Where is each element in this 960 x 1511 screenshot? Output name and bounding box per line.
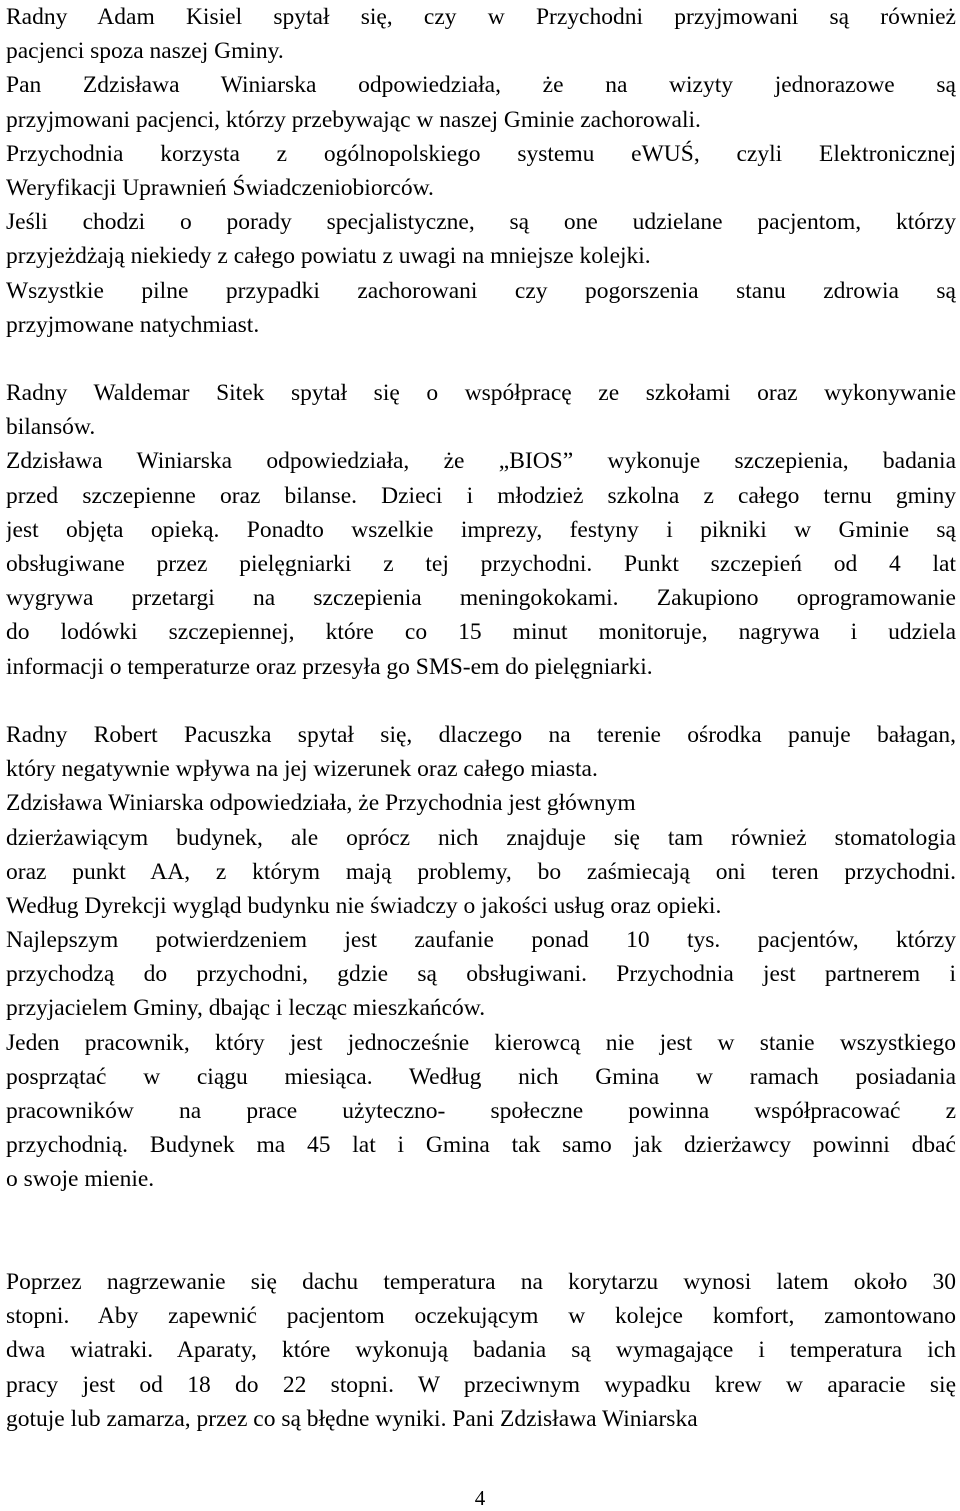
text-line: obsługiwane przez pielęgniarki z tej przychodni. Punkt szczepień od 4 lat <box>6 551 956 577</box>
text-line: Najlepszym potwierdzeniem jest zaufanie ponad 10 tys. pacjentów, którzy <box>6 927 956 954</box>
text-line: pracowników na prace użyteczno- społeczne powinna współpracować z <box>6 1098 956 1124</box>
text-line: Radny Waldemar Sitek spytał się o współpracę ze szkołami oraz wykonywanie <box>6 380 956 407</box>
text-line: pracy jest od 18 do 22 stopni. W przeciwnym wypadku krew w aparacie się <box>6 1371 956 1398</box>
text-line: Zdzisława Winiarska odpowiedziała, że Przychodnia jest głównym <box>6 790 636 817</box>
text-line: przyjeżdżają niekiedy z całego powiatu z uwagi na mniejsze kolejki. <box>6 243 651 270</box>
text-line: Radny Robert Pacuszka spytał się, dlaczego na terenie ośrodka panuje bałagan, <box>6 721 956 748</box>
page-number: 4 <box>474 1486 486 1510</box>
text-line: Przychodnia korzysta z ogólnopolskiego systemu eWUŚ, czyli Elektronicznej <box>6 140 956 167</box>
text-line: wygrywa przetargi na szczepienia meningokokami. Zakupiono oprogramowanie <box>6 585 956 612</box>
text-line: Jeśli chodzi o porady specjalistyczne, są one udzielane pacjentom, którzy <box>6 209 956 236</box>
text-line: Radny Adam Kisiel spytał się, czy w Przychodni przyjmowani są również <box>6 4 956 30</box>
text-line: przed szczepienne oraz bilanse. Dzieci i młodzież szkolna z całego ternu gminy <box>6 482 956 509</box>
document-page <box>6 0 956 1436</box>
paragraph-temperature <box>6 1265 956 1436</box>
paragraph-sitek-question <box>6 376 956 684</box>
text-line: Wszystkie pilne przypadki zachorowani czy pogorszenia stanu zdrowia są <box>6 277 956 304</box>
text-line: przychodnią. Budynek ma 45 lat i Gmina tak samo jak dzierżawcy powinni dbać <box>6 1132 956 1159</box>
text-line: oraz punkt AA, z którym mają problemy, bo zaśmiecają oni teren przychodni. <box>6 858 956 885</box>
text-line: jest objęta opieką. Ponadto wszelkie imprezy, festyny i pikniki w Gminie są <box>6 516 956 543</box>
paragraph-spacer <box>6 1197 956 1265</box>
text-line: Weryfikacji Uprawnień Świadczeniobiorców. <box>6 174 434 201</box>
text-line: dwa wiatraki. Aparaty, które wykonują badania są wymagające i temperatura ich <box>6 1337 956 1364</box>
text-line: stopni. Aby zapewnić pacjentom oczekującym w kolejce komfort, zamontowano <box>6 1303 956 1330</box>
text-line: o swoje mienie. <box>6 1166 155 1193</box>
text-line: posprzątać w ciągu miesiąca. Według nich Gmina w ramach posiadania <box>6 1063 956 1090</box>
text-line: który negatywnie wpływa na jej wizerunek oraz całego miasta. <box>6 756 598 783</box>
paragraph-spacer <box>6 684 956 718</box>
text-line: przyjmowane natychmiast. <box>6 311 260 338</box>
text-line: przyjacielem Gminy, dbając i lecząc mieszkańców. <box>6 995 486 1022</box>
text-line: do lodówki szczepiennej, które co 15 minut monitoruje, nagrywa i udziela <box>6 619 956 646</box>
text-line: przyjmowani pacjenci, którzy przebywając w naszej Gminie zachorowali. <box>6 106 701 133</box>
paragraph-pacuszka-question <box>6 718 956 1197</box>
text-line: Według Dyrekcji wygląd budynku nie świadczy o jakości usług oraz opieki. <box>6 892 722 919</box>
paragraph-kisiel-question <box>6 0 956 342</box>
text-line: przychodzą do przychodni, gdzie są obsługiwani. Przychodnia jest partnerem i <box>6 961 956 988</box>
text-line: Poprzez nagrzewanie się dachu temperatura na korytarzu wynosi latem około 30 <box>6 1268 956 1295</box>
text-line: Pan Zdzisława Winiarska odpowiedziała, że na wizyty jednorazowe są <box>6 72 956 99</box>
text-line: Jeden pracownik, który jest jednocześnie kierowcą nie jest w stanie wszystkiego <box>6 1029 956 1056</box>
text-line: pacjenci spoza naszej Gminy. <box>6 38 284 65</box>
text-line: dzierżawiącym budynek, ale oprócz nich znajduje się tam również stomatologia <box>6 824 956 851</box>
paragraph-spacer <box>6 342 956 376</box>
text-line: gotuje lub zamarza, przez co są błędne wyniki. Pani Zdzisława Winiarska <box>6 1405 698 1432</box>
text-line: informacji o temperaturze oraz przesyła go SMS-em do pielęgniarki. <box>6 653 653 680</box>
text-line: bilansów. <box>6 414 96 441</box>
text-line: Zdzisława Winiarska odpowiedziała, że „BIOS” wykonuje szczepienia, badania <box>6 448 956 475</box>
